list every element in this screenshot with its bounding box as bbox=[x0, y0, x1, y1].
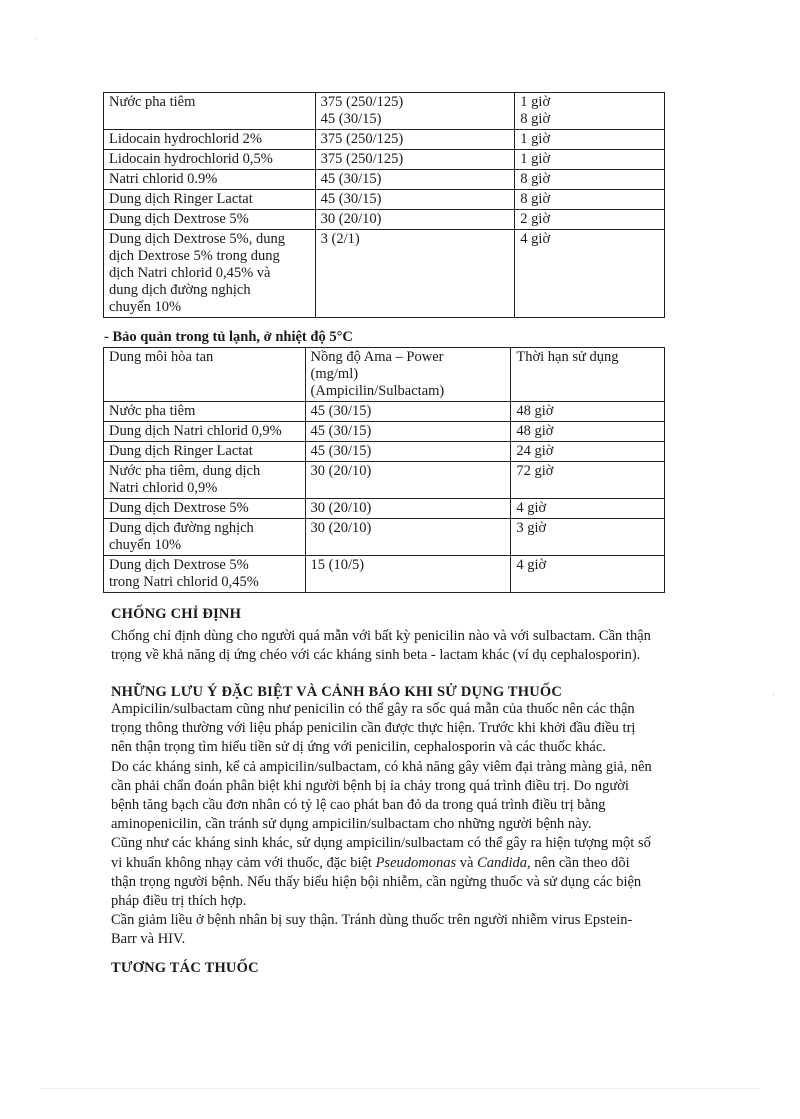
shelf-life-cell bbox=[511, 556, 665, 593]
concentration-cell bbox=[315, 130, 515, 150]
contraindication-heading: CHỐNG CHỈ ĐỊNH bbox=[111, 606, 242, 622]
contraindication-text bbox=[111, 627, 705, 665]
solvent-cell bbox=[104, 422, 306, 442]
shelf-life-cell-line: 48 giờ bbox=[516, 403, 554, 419]
solvent-cell-line: Dung dịch Natri chlorid 0,9% bbox=[109, 423, 282, 439]
stability-table-fridge-body bbox=[104, 348, 665, 593]
shelf-life-cell bbox=[511, 422, 665, 442]
warnings-line: bệnh tăng bạch cầu đơn nhân có tỷ lệ cao phát ban đỏ da trong quá trình điều trị bằng bbox=[111, 797, 606, 814]
table-row bbox=[104, 190, 665, 210]
stability-table-fridge bbox=[103, 347, 665, 593]
shelf-life-cell-line: 1 giờ bbox=[520, 151, 551, 167]
solvent-cell-line: dịch Dextrose 5% trong dung bbox=[109, 248, 280, 264]
shelf-life-cell bbox=[511, 402, 665, 422]
shelf-life-cell bbox=[511, 442, 665, 462]
warnings-line: thận trọng người bệnh. Nếu thấy biểu hiện bội nhiễm, cần ngừng thuốc và sử dụng các biện bbox=[111, 873, 642, 890]
solvent-cell-line: Natri chlorid 0,9% bbox=[109, 480, 218, 496]
table-row bbox=[104, 402, 665, 422]
table-row bbox=[104, 499, 665, 519]
concentration-cell-line: 45 (30/15) bbox=[310, 403, 372, 419]
shelf-life-cell-line: 8 giờ bbox=[520, 171, 551, 187]
solvent-cell bbox=[104, 150, 316, 170]
shelf-life-cell-line: 1 giờ bbox=[520, 131, 551, 147]
solvent-cell-line: Nước pha tiêm bbox=[109, 94, 196, 110]
shelf-life-cell-line: 8 giờ bbox=[520, 111, 551, 127]
solvent-cell-line: Natri chlorid 0.9% bbox=[109, 171, 218, 187]
warnings-text bbox=[111, 700, 705, 950]
shelf-life-cell-line: 48 giờ bbox=[516, 423, 554, 439]
table-row bbox=[104, 442, 665, 462]
warnings-line: Ampicilin/sulbactam cũng như penicilin có thể gây ra sốc quá mẫn của thuốc nên các thận bbox=[111, 701, 635, 717]
shelf-life-cell bbox=[511, 462, 665, 499]
table-row bbox=[104, 170, 665, 190]
shelf-life-cell bbox=[515, 130, 665, 150]
concentration-cell-line: 30 (20/10) bbox=[310, 463, 372, 479]
shelf-life-cell-line: 2 giờ bbox=[520, 211, 551, 227]
concentration-cell-line: 45 (30/15) bbox=[320, 191, 382, 207]
solvent-cell-line: Dung môi hòa tan bbox=[109, 349, 214, 365]
solvent-cell-line: Dung dịch Dextrose 5% bbox=[109, 500, 249, 516]
shelf-life-cell-line: 4 giờ bbox=[516, 500, 547, 516]
concentration-cell bbox=[305, 348, 511, 402]
shelf-life-cell-line: 4 giờ bbox=[520, 231, 551, 247]
shelf-life-cell bbox=[515, 93, 665, 130]
solvent-cell-line: Lidocain hydrochlorid 0,5% bbox=[109, 151, 273, 167]
warnings-line: aminopenicilin, cần tránh sử dụng ampicilin/sulbactam cho những người bệnh này. bbox=[111, 816, 592, 833]
solvent-cell bbox=[104, 442, 306, 462]
shelf-life-cell bbox=[511, 499, 665, 519]
solvent-cell bbox=[104, 170, 316, 190]
interactions-heading: TƯƠNG TÁC THUỐC bbox=[111, 960, 259, 976]
shelf-life-cell bbox=[511, 348, 665, 402]
warnings-line: Do các kháng sinh, kể cả ampicilin/sulbactam, có khả năng gây viêm đại tràng màng giả, nên bbox=[111, 758, 652, 775]
shelf-life-cell bbox=[515, 170, 665, 190]
shelf-life-cell bbox=[511, 519, 665, 556]
warnings-line: pháp điều trị thích hợp. bbox=[111, 893, 247, 910]
concentration-cell-line: 45 (30/15) bbox=[320, 171, 382, 187]
shelf-life-cell bbox=[515, 210, 665, 230]
warnings-line: cần phải chẩn đoán phân biệt khi người bệnh bị ỉa chảy trong quá trình điều trị. Do người bbox=[111, 777, 629, 794]
solvent-cell-line: dịch Natri chlorid 0,45% và bbox=[109, 265, 271, 281]
solvent-cell-line: trong Natri chlorid 0,45% bbox=[109, 574, 259, 590]
solvent-cell-line: Dung dịch Ringer Lactat bbox=[109, 443, 253, 459]
concentration-cell bbox=[315, 170, 515, 190]
shelf-life-cell-line: 3 giờ bbox=[516, 520, 547, 536]
shelf-life-cell-line: 1 giờ bbox=[520, 94, 551, 110]
concentration-cell bbox=[315, 93, 515, 130]
warnings-line: Barr và HIV. bbox=[111, 931, 186, 948]
concentration-cell bbox=[315, 150, 515, 170]
table-row bbox=[104, 462, 665, 499]
concentration-cell-line: 30 (20/10) bbox=[310, 500, 372, 516]
solvent-cell-line: Dung dịch đường nghịch bbox=[109, 520, 254, 536]
concentration-cell-line: 375 (250/125) bbox=[320, 94, 404, 110]
concentration-cell bbox=[315, 190, 515, 210]
solvent-cell bbox=[104, 93, 316, 130]
concentration-cell-line: (Ampicilin/Sulbactam) bbox=[310, 383, 445, 399]
shelf-life-cell-line: Thời hạn sử dụng bbox=[516, 349, 619, 365]
solvent-cell-line: dung dịch đường nghịch bbox=[109, 282, 251, 298]
warnings-line: Cũng như các kháng sinh khác, sử dụng ampicilin/sulbactam có thể gây ra hiện tượng một số bbox=[111, 835, 651, 852]
shelf-life-cell-line: 8 giờ bbox=[520, 191, 551, 207]
table-row bbox=[104, 210, 665, 230]
solvent-cell bbox=[104, 348, 306, 402]
solvent-cell bbox=[104, 519, 306, 556]
warnings-heading: NHỮNG LƯU Ý ĐẶC BIỆT VÀ CẢNH BÁO KHI SỬ DỤNG THUỐC bbox=[111, 684, 563, 700]
shelf-life-cell bbox=[515, 150, 665, 170]
scan-speck: · bbox=[772, 690, 776, 701]
concentration-cell-line: 375 (250/125) bbox=[320, 131, 404, 147]
contraindication-line: Chống chỉ định dùng cho người quá mẫn với bất kỳ penicilin nào và với sulbactam. Cần thận bbox=[111, 628, 651, 644]
solvent-cell bbox=[104, 230, 316, 318]
warnings-line: nên thận trọng tìm hiểu tiền sử dị ứng với penicilin, cephalosporin và các thuốc khác. bbox=[111, 739, 606, 756]
solvent-cell-line: Dung dịch Dextrose 5% bbox=[109, 211, 249, 227]
shelf-life-cell bbox=[515, 190, 665, 210]
concentration-cell-line: 30 (20/10) bbox=[320, 211, 382, 227]
solvent-cell bbox=[104, 499, 306, 519]
concentration-cell bbox=[315, 230, 515, 318]
warnings-line: trọng thông thường với liệu pháp penicilin cần được thực hiện. Trước khi khởi đầu điều trị bbox=[111, 720, 636, 737]
solvent-cell-line: Nước pha tiêm, dung dịch bbox=[109, 463, 261, 479]
table-row bbox=[104, 422, 665, 442]
concentration-cell bbox=[305, 499, 511, 519]
solvent-cell-line: chuyển 10% bbox=[109, 537, 182, 553]
table-row bbox=[104, 556, 665, 593]
contraindication-line: trọng về khả năng dị ứng chéo với các kháng sinh beta - lactam khác (ví dụ cephalosporin). bbox=[111, 647, 641, 664]
table-row bbox=[104, 230, 665, 318]
shelf-life-cell-line: 72 giờ bbox=[516, 463, 554, 479]
stability-table-room-temp-body bbox=[104, 93, 665, 318]
solvent-cell bbox=[104, 210, 316, 230]
concentration-cell bbox=[305, 402, 511, 422]
page-bottom-edge bbox=[40, 1088, 760, 1089]
table-row bbox=[104, 150, 665, 170]
shelf-life-cell bbox=[515, 230, 665, 318]
solvent-cell-line: Dung dịch Ringer Lactat bbox=[109, 191, 253, 207]
concentration-cell bbox=[305, 462, 511, 499]
solvent-cell bbox=[104, 130, 316, 150]
solvent-cell bbox=[104, 462, 306, 499]
solvent-cell bbox=[104, 556, 306, 593]
shelf-life-cell-line: 24 giờ bbox=[516, 443, 554, 459]
concentration-cell-line: (mg/ml) bbox=[310, 366, 359, 382]
fridge-storage-heading: - Bảo quản trong tủ lạnh, ở nhiệt độ 5°C bbox=[104, 329, 353, 345]
stability-table-room-temp bbox=[103, 92, 665, 318]
solvent-cell-line: Nước pha tiêm bbox=[109, 403, 196, 419]
concentration-cell bbox=[305, 556, 511, 593]
table-row bbox=[104, 519, 665, 556]
table-header-row bbox=[104, 348, 665, 402]
concentration-cell-line: 375 (250/125) bbox=[320, 151, 404, 167]
concentration-cell-line: 3 (2/1) bbox=[320, 231, 360, 247]
concentration-cell bbox=[315, 210, 515, 230]
concentration-cell-line: 45 (30/15) bbox=[310, 423, 372, 439]
solvent-cell-line: Lidocain hydrochlorid 2% bbox=[109, 131, 263, 147]
solvent-cell-line: chuyển 10% bbox=[109, 299, 182, 315]
table-row bbox=[104, 93, 665, 130]
solvent-cell bbox=[104, 402, 306, 422]
solvent-cell-line: Dung dịch Dextrose 5% bbox=[109, 557, 249, 573]
concentration-cell bbox=[305, 519, 511, 556]
concentration-cell bbox=[305, 442, 511, 462]
concentration-cell bbox=[305, 422, 511, 442]
warnings-line: vi khuẩn không nhạy cảm với thuốc, đặc biệt Pseudomonas và Candida, nên cần theo dõi bbox=[111, 854, 630, 871]
concentration-cell-line: 45 (30/15) bbox=[310, 443, 372, 459]
concentration-cell-line: 15 (10/5) bbox=[310, 557, 365, 573]
scan-speck: · bbox=[34, 34, 38, 45]
warnings-line: Cần giảm liều ở bệnh nhân bị suy thận. Tránh dùng thuốc trên người nhiễm virus Epstein- bbox=[111, 912, 633, 929]
concentration-cell-line: Nồng độ Ama – Power bbox=[310, 349, 444, 365]
table-row bbox=[104, 130, 665, 150]
solvent-cell-line: Dung dịch Dextrose 5%, dung bbox=[109, 231, 285, 247]
concentration-cell-line: 45 (30/15) bbox=[320, 111, 382, 127]
solvent-cell bbox=[104, 190, 316, 210]
shelf-life-cell-line: 4 giờ bbox=[516, 557, 547, 573]
concentration-cell-line: 30 (20/10) bbox=[310, 520, 372, 536]
